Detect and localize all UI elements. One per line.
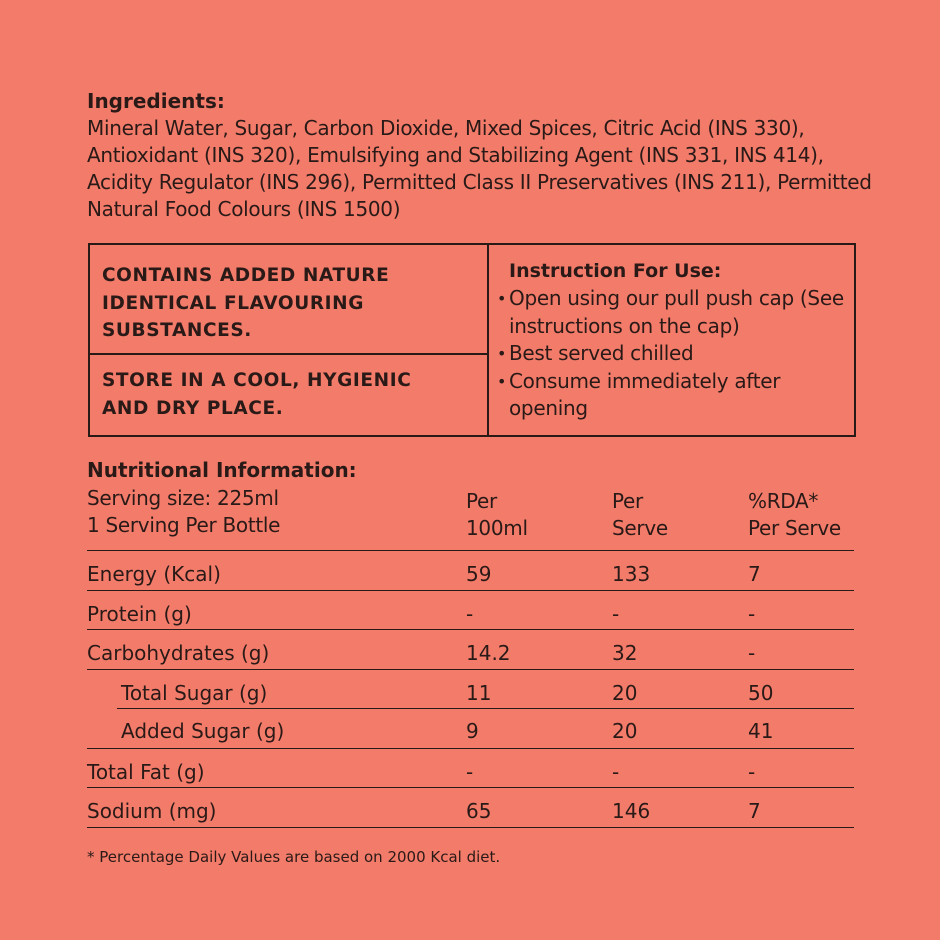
per-serve-value: - [612, 601, 620, 626]
column-header-per-100ml: Per 100ml [466, 489, 528, 540]
instruction-item [497, 285, 846, 340]
per-serve-value: 146 [612, 799, 651, 823]
table-row [87, 669, 854, 709]
rda-value: 7 [748, 799, 761, 823]
info-box [88, 243, 856, 437]
notice-column [90, 245, 489, 435]
per-serve-value: - [612, 759, 620, 784]
instruction-text: Consume immediately after opening [509, 368, 781, 420]
nutrition-heading: Nutritional Information: [87, 458, 357, 482]
instruction-text: Open using our pull push cap (See instructions on the cap) [509, 286, 844, 338]
instruction-item [497, 368, 846, 423]
ingredients-heading: Ingredients: [87, 89, 225, 113]
instructions-column [489, 245, 854, 435]
table-row [87, 708, 854, 748]
storage-notice: STORE IN A COOL, HYGIENIC AND DRY PLACE. [102, 370, 412, 419]
nutrition-table [87, 550, 854, 828]
bullet-icon: • [497, 344, 507, 363]
bullet-icon: • [497, 371, 507, 391]
table-row [87, 590, 854, 630]
table-row [87, 787, 854, 828]
per-100ml-value: 59 [466, 562, 492, 586]
per-100ml-value: - [466, 601, 474, 626]
instructions-list [497, 285, 846, 423]
per-100ml-value: 9 [466, 719, 479, 743]
rda-value: - [748, 759, 756, 784]
instruction-text: Best served chilled [509, 341, 694, 365]
rda-value: 41 [748, 719, 774, 743]
rda-value: - [748, 641, 756, 665]
nutrient-name: Total Fat (g) [87, 759, 205, 784]
nutrient-name: Added Sugar (g) [121, 719, 285, 743]
serving-size: Serving size: 225ml [87, 486, 279, 510]
per-serve-value: 20 [612, 719, 638, 743]
servings-per-bottle: 1 Serving Per Bottle [87, 513, 281, 537]
column-header-rda: %RDA* Per Serve [748, 489, 841, 540]
per-serve-value: 20 [612, 680, 638, 705]
per-100ml-value: 65 [466, 799, 492, 823]
table-row [87, 629, 854, 669]
nutrient-name: Sodium (mg) [87, 799, 217, 823]
serving-info [87, 485, 280, 539]
nutrient-name: Energy (Kcal) [87, 562, 221, 586]
column-header-per-serve: Per Serve [612, 489, 668, 540]
per-serve-value: 133 [612, 562, 651, 586]
rda-value: 50 [748, 680, 774, 705]
instruction-item [497, 340, 846, 368]
per-100ml-value: 14.2 [466, 641, 511, 665]
footnote: * Percentage Daily Values are based on 2000 Kcal diet. [87, 848, 501, 866]
bullet-icon: • [497, 289, 507, 308]
per-100ml-value: 11 [466, 680, 492, 705]
instructions-title: Instruction For Use: [509, 260, 722, 282]
table-row [87, 748, 854, 788]
nutrient-name: Total Sugar (g) [121, 680, 268, 705]
ingredients-section [87, 88, 877, 223]
per-100ml-value: - [466, 759, 474, 784]
nutrient-name: Carbohydrates (g) [87, 641, 270, 665]
ingredients-text: Mineral Water, Sugar, Carbon Dioxide, Mixed Spices, Citric Acid (INS 330), Antioxidant (INS 320), Emulsifying and Stabilizing Agent (INS 331, INS 414), Acidity Regulator (INS 296), Permitted Class II Preservatives (INS 211), Permitted Natural Food Colours (INS 1500) [87, 116, 872, 221]
table-row [87, 550, 854, 590]
rda-value: - [748, 601, 756, 626]
rda-value: 7 [748, 562, 761, 586]
nutrient-name: Protein (g) [87, 601, 192, 626]
per-serve-value: 32 [612, 641, 638, 665]
flavouring-notice: CONTAINS ADDED NATURE IDENTICAL FLAVOURING SUBSTANCES. [90, 245, 487, 355]
